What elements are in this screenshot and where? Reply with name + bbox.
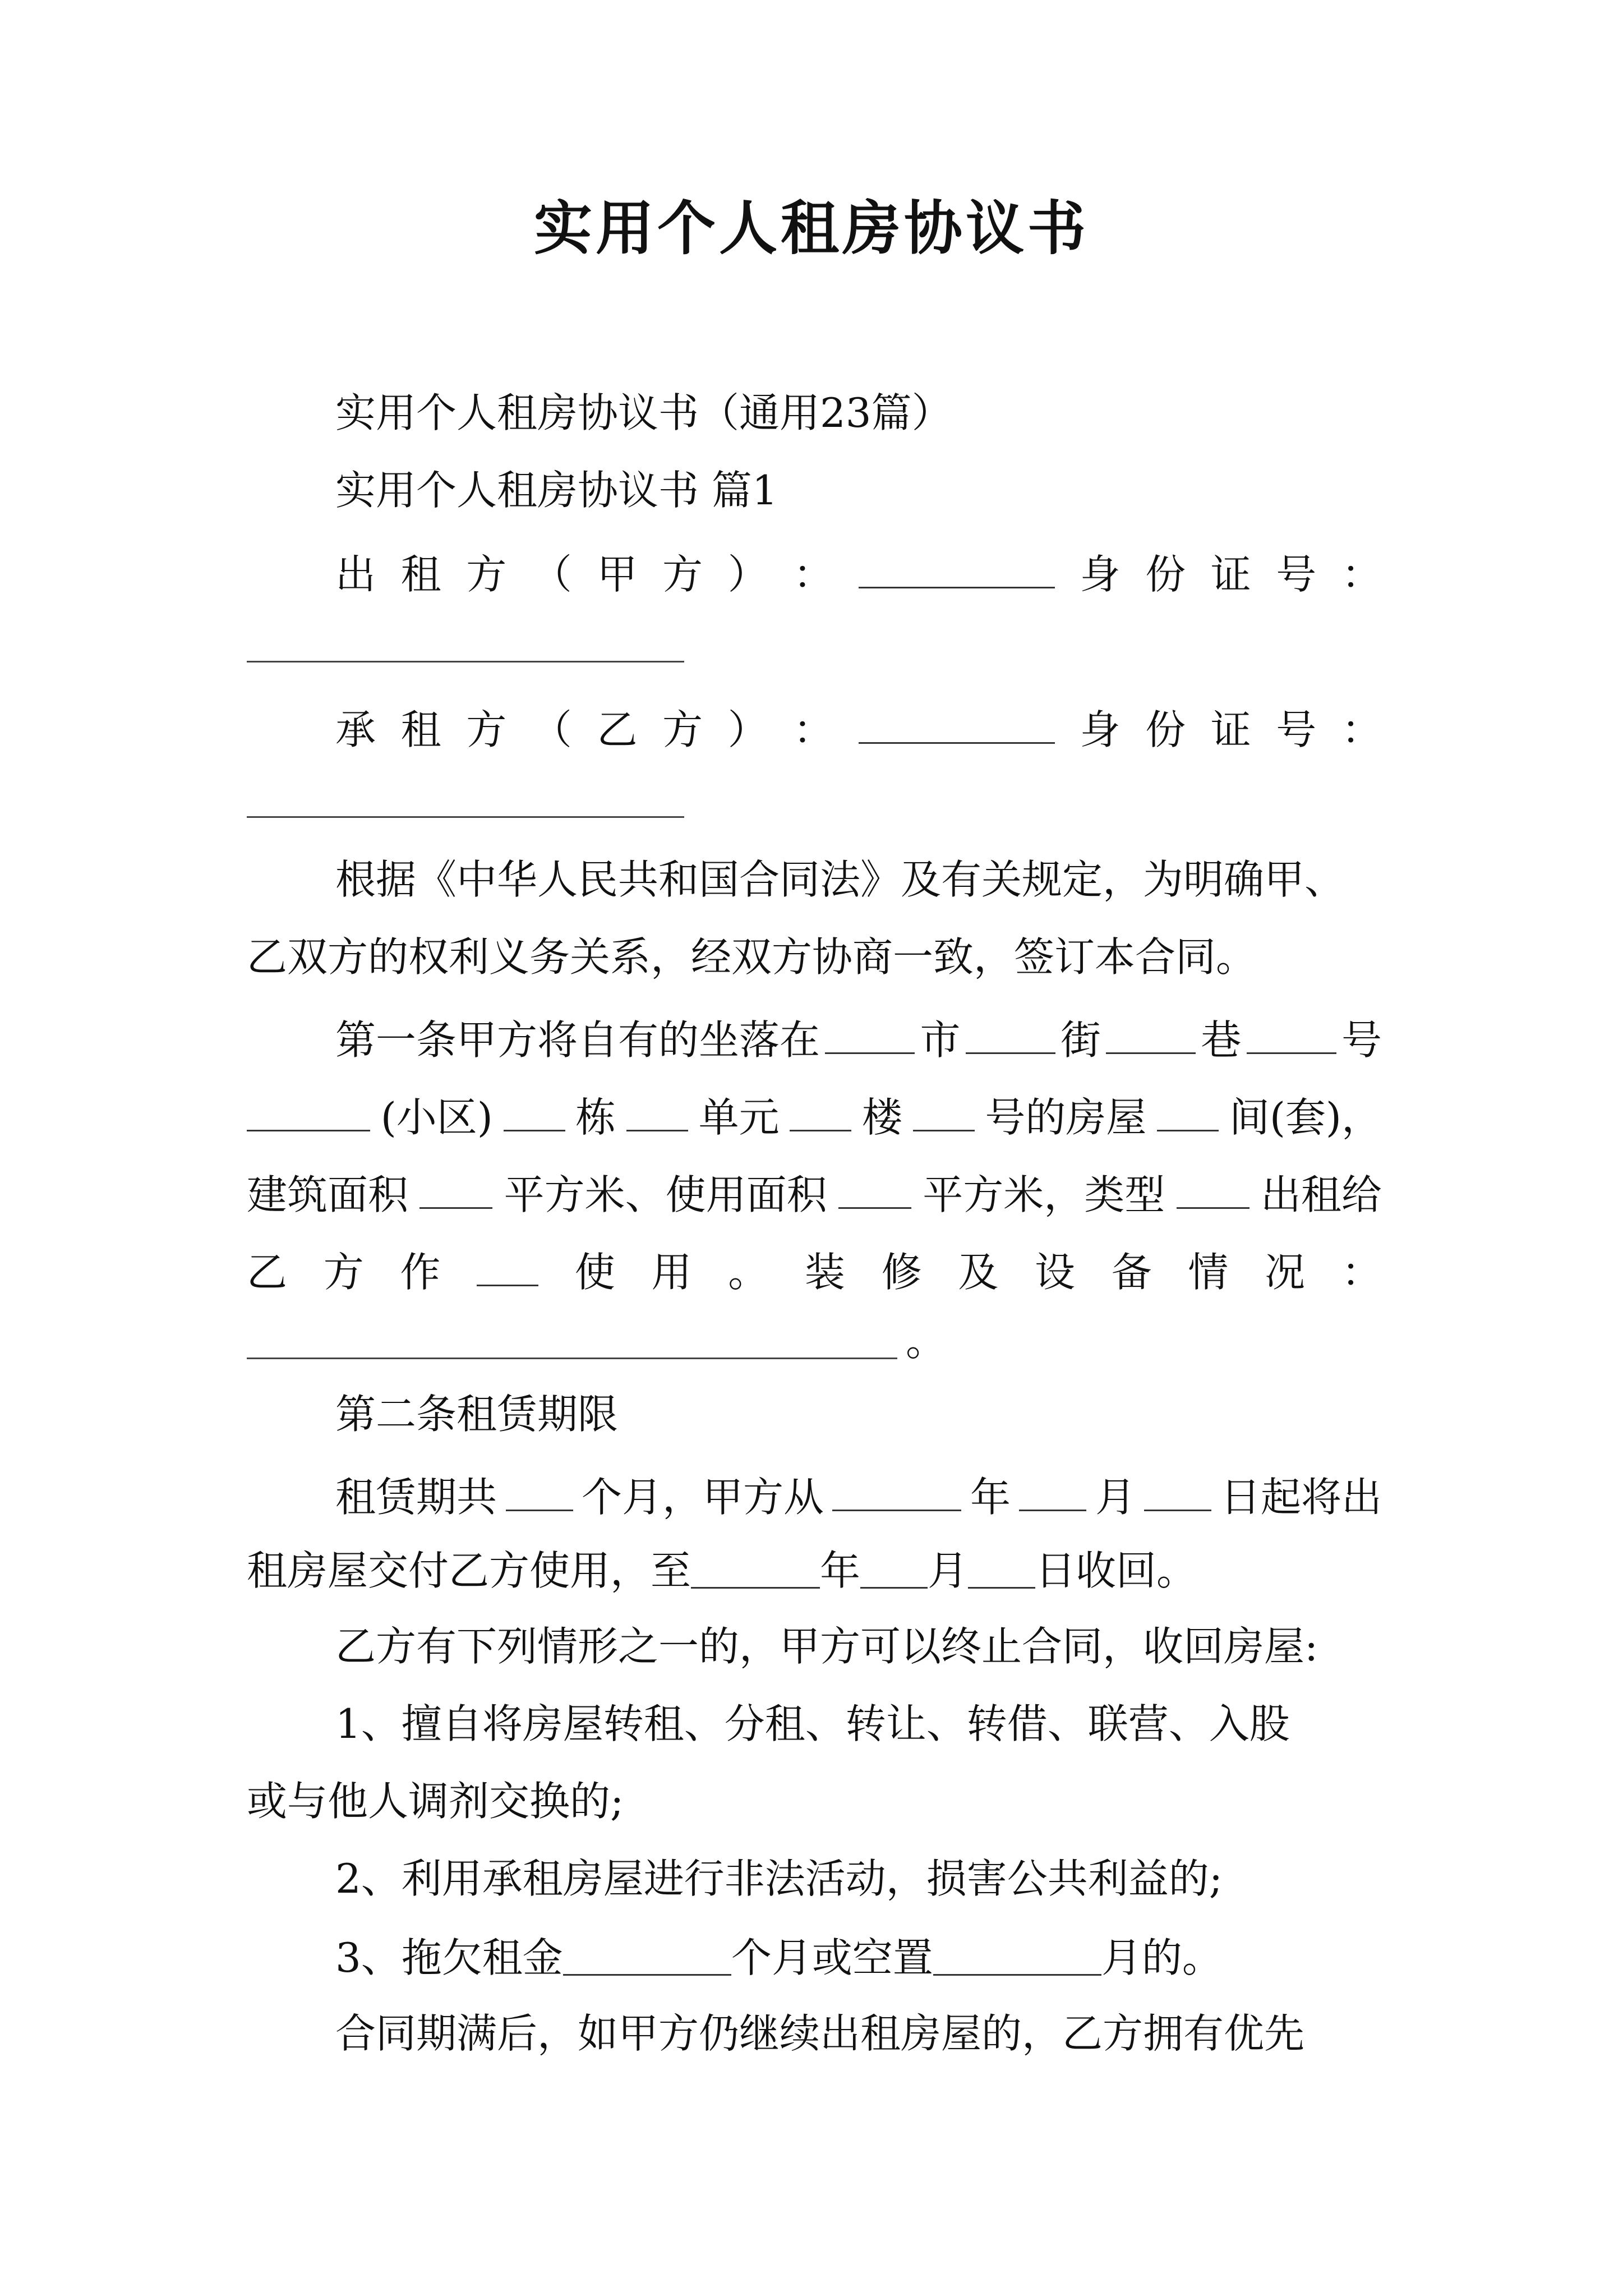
- id-label-char: 份: [1145, 551, 1186, 599]
- termination-intro: 乙方有下列情形之一的，甲方可以终止合同，收回房屋:: [335, 1623, 1318, 1670]
- article1-char: 修: [881, 1249, 922, 1296]
- article2-text: 日起将出: [1220, 1474, 1382, 1521]
- end-month-blank[interactable]: [860, 1549, 928, 1589]
- start-year-blank[interactable]: [832, 1471, 961, 1511]
- item3-text: 个月或空置: [731, 1934, 933, 1982]
- article2-text: 月: [1095, 1474, 1136, 1521]
- id-label-char: ：: [1341, 706, 1382, 754]
- end-year-blank[interactable]: [691, 1549, 820, 1589]
- lessee-line: [247, 704, 1382, 754]
- article1-line: [247, 1092, 1382, 1142]
- lessor-label-char: ：: [793, 551, 834, 599]
- article1-text: 间(套)，: [1229, 1094, 1382, 1142]
- decoration-equipment-blank[interactable]: [247, 1358, 897, 1359]
- article1-line: [247, 1169, 1382, 1219]
- end-day-blank[interactable]: [968, 1549, 1035, 1589]
- city-blank[interactable]: [825, 1014, 915, 1054]
- article1-char: 备: [1111, 1249, 1152, 1296]
- article2-line: [247, 1471, 1382, 1521]
- article1-text: 平方米、使用面积: [504, 1171, 827, 1219]
- article1-text: (小区): [380, 1094, 493, 1142]
- article1-text: 栋: [575, 1094, 616, 1142]
- article1-text: 号: [1341, 1016, 1382, 1064]
- months-blank[interactable]: [506, 1471, 573, 1511]
- article1-text: 号的房屋: [985, 1094, 1147, 1142]
- document-title: 实用个人租房协议书: [533, 194, 1089, 263]
- article2-text: 日收回。: [1035, 1547, 1197, 1595]
- lessee-label-char: 租: [400, 706, 441, 754]
- lessee-label-char: ：: [793, 706, 834, 754]
- termination-item-2: 2、利用承租房屋进行非法活动，损害公共利益的;: [335, 1855, 1223, 1902]
- community-blank[interactable]: [247, 1092, 370, 1131]
- article2-text: 月: [928, 1547, 969, 1595]
- room-count-blank[interactable]: [1157, 1092, 1219, 1131]
- basis-paragraph-line: 根据《中华人民共和国合同法》及有关规定，为明确甲、: [335, 856, 1345, 903]
- article1-char: 设: [1035, 1249, 1076, 1296]
- id-label-char: 身: [1080, 551, 1121, 599]
- room-number-blank[interactable]: [913, 1092, 975, 1131]
- article1-text: 出租给: [1260, 1171, 1382, 1219]
- lessor-line: [247, 549, 1382, 599]
- article1-line: [247, 1014, 1382, 1064]
- article2-text: 年: [820, 1547, 861, 1595]
- lessee-label-char: 方: [662, 706, 703, 754]
- usable-area-blank[interactable]: [838, 1169, 911, 1209]
- lessee-label-char: （: [531, 706, 572, 754]
- lessee-label-char: 乙: [597, 706, 638, 754]
- unit-blank[interactable]: [626, 1092, 688, 1131]
- article1-char: 使: [574, 1249, 615, 1296]
- lessor-name-blank[interactable]: [859, 549, 1055, 588]
- article2-text: 租赁期共: [335, 1474, 497, 1521]
- article1-char: 况: [1265, 1249, 1306, 1296]
- article1-text: 楼: [862, 1094, 903, 1142]
- basis-paragraph-line: 乙双方的权利义务关系，经双方协商一致，签订本合同。: [247, 933, 1257, 981]
- lessor-label-char: ）: [727, 551, 768, 599]
- article1-text: 建筑面积: [247, 1171, 409, 1219]
- article1-char: 情: [1188, 1249, 1229, 1296]
- id-label-char: 号: [1276, 706, 1317, 754]
- article2-text: 租房屋交付乙方使用，至: [247, 1547, 691, 1595]
- start-month-blank[interactable]: [1019, 1471, 1086, 1511]
- street-blank[interactable]: [966, 1014, 1055, 1054]
- lessor-id-blank[interactable]: [247, 661, 684, 662]
- article1-char: ：: [1341, 1249, 1382, 1296]
- section-heading: 实用个人租房协议书 篇1: [335, 467, 778, 514]
- termination-item-3: [335, 1934, 1223, 1982]
- article2-line: [247, 1547, 1197, 1595]
- item3-text: 月的。: [1101, 1934, 1223, 1982]
- article1-text: 市: [920, 1016, 961, 1064]
- id-label-char: 证: [1210, 551, 1251, 599]
- arrears-months-blank[interactable]: [563, 1936, 731, 1976]
- type-blank[interactable]: [1177, 1169, 1249, 1209]
- lessor-label-char: 甲: [597, 551, 638, 599]
- article1-char: 方: [323, 1249, 364, 1296]
- id-label-char: 身: [1080, 706, 1121, 754]
- id-label-char: 证: [1210, 706, 1251, 754]
- article1-line: [247, 1246, 1382, 1296]
- article1-char: 。: [728, 1249, 769, 1296]
- article2-text: 年: [970, 1474, 1011, 1521]
- lessee-label-char: ）: [727, 706, 768, 754]
- document-subtitle: 实用个人租房协议书（通用23篇）: [335, 389, 952, 436]
- vacancy-months-blank[interactable]: [933, 1936, 1101, 1976]
- renewal-paragraph: 合同期满后，如甲方仍继续出租房屋的，乙方拥有优先: [335, 2010, 1305, 2057]
- article1-text: 巷: [1201, 1016, 1242, 1064]
- lessor-label-char: （: [531, 551, 572, 599]
- termination-item-1: 1、擅自将房屋转租、分租、转让、转借、联营、入股: [335, 1700, 1290, 1747]
- id-label-char: 号: [1276, 551, 1317, 599]
- article1-text: 街: [1060, 1016, 1101, 1064]
- article1-char: 用: [651, 1249, 692, 1296]
- start-day-blank[interactable]: [1144, 1471, 1211, 1511]
- lessor-label-char: 方: [662, 551, 703, 599]
- item3-text: 3、拖欠租金: [335, 1934, 563, 1982]
- lessor-label-char: 方: [466, 551, 507, 599]
- article1-char: 乙: [247, 1249, 288, 1296]
- id-label-char: ：: [1341, 551, 1382, 599]
- lessee-label-char: 方: [466, 706, 507, 754]
- article1-text: 单元: [698, 1094, 780, 1142]
- lessor-label-char: 出: [335, 551, 376, 599]
- id-label-char: 份: [1145, 706, 1186, 754]
- number-blank[interactable]: [1247, 1014, 1336, 1054]
- article1-char: 作: [400, 1249, 441, 1296]
- floor-blank[interactable]: [790, 1092, 851, 1131]
- decoration-end-mark: 。: [906, 1318, 947, 1365]
- article1-text: 平方米，类型: [923, 1171, 1165, 1219]
- article2-heading: 第二条租赁期限: [335, 1391, 619, 1438]
- lessee-name-blank[interactable]: [859, 704, 1055, 744]
- termination-item-1-cont: 或与他人调剂交换的;: [247, 1778, 624, 1825]
- building-blank[interactable]: [504, 1092, 565, 1131]
- article1-char: 及: [958, 1249, 999, 1296]
- lessee-label-char: 承: [335, 706, 376, 754]
- lessee-id-blank[interactable]: [247, 816, 684, 818]
- lessor-label-char: 租: [400, 551, 441, 599]
- lane-blank[interactable]: [1106, 1014, 1196, 1054]
- article2-text: 个月，甲方从: [581, 1474, 824, 1521]
- article1-text: 第一条甲方将自有的坐落在: [335, 1016, 820, 1064]
- building-area-blank[interactable]: [419, 1169, 492, 1209]
- purpose-blank[interactable]: [477, 1246, 538, 1286]
- article1-char: 装: [804, 1249, 845, 1296]
